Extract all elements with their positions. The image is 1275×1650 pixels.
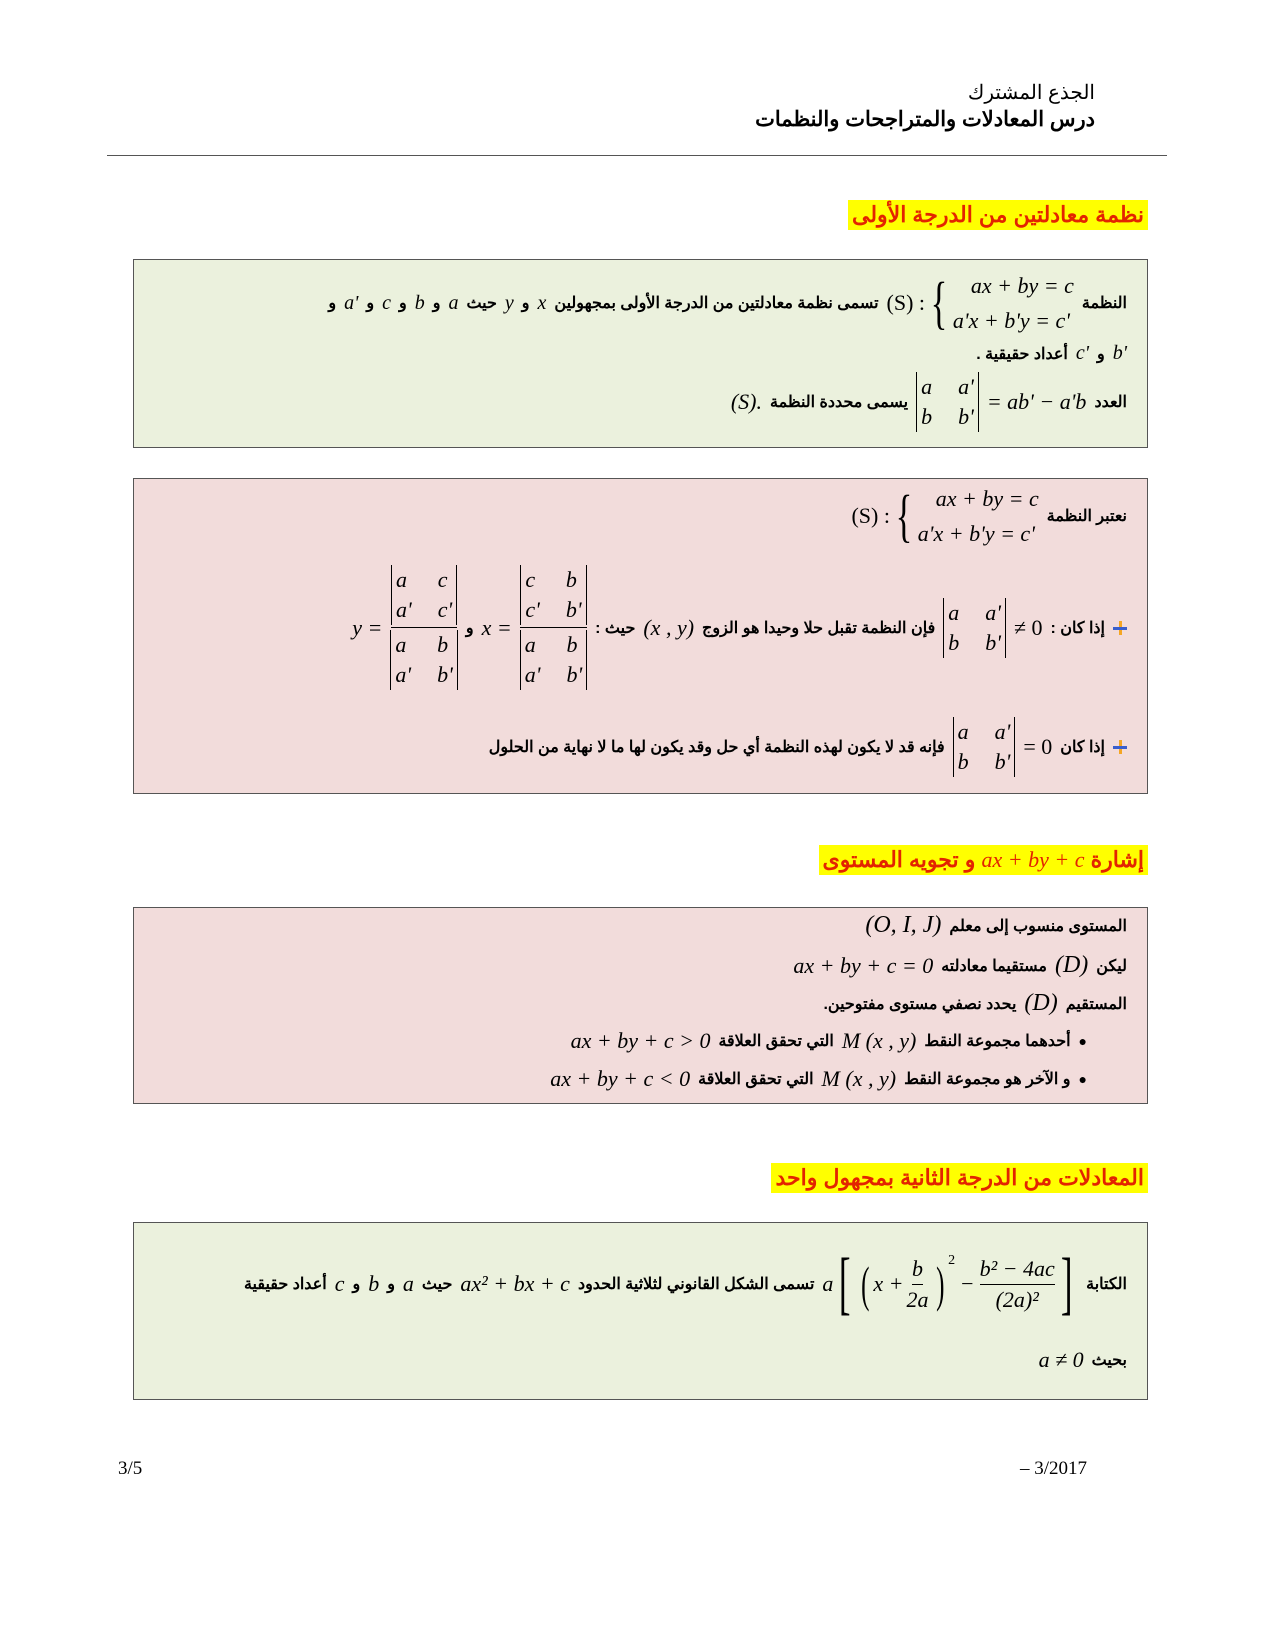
- determinant-line: العدد = ab' − a'b a a' b b' يسمى محددة النظمة (S).: [731, 372, 1127, 432]
- bullet-arrow-icon: [1113, 740, 1127, 754]
- cramer-y-formula: a c a' c' a b a' b': [390, 565, 457, 690]
- half-plane-negative: ● و الآخر هو مجموعة النقط M (x , y) التي تحقق العلاقة ax + by + c < 0: [550, 1066, 1087, 1091]
- definition-box-system: [133, 259, 1148, 448]
- section-title-quadratic: المعادلات من الدرجة الثانية بمجهول واحد: [771, 1163, 1148, 1193]
- system-equations: (S) : { ax + by = c a'x + b'y = c': [886, 270, 1074, 336]
- nonzero-condition-line: بحيث a ≠ 0: [1038, 1347, 1127, 1372]
- frame-line: المستوى منسوب إلى معلم (O, I, J): [865, 912, 1127, 938]
- header-level: الجذع المشترك: [967, 82, 1095, 104]
- header-divider: [107, 155, 1167, 156]
- line-equation-line: ليكن (D) مستقيما معادلته ax + by + c = 0: [793, 952, 1127, 978]
- no-unique-solution-line: إذا كان = 0 a a' b b' فإنه قد لا يكون لهذه النظمة أي حل وقد يكون لها ما لا نهاية من الحلول: [489, 717, 1127, 777]
- half-plane-box: [133, 907, 1148, 1104]
- half-plane-positive: ● أحدهما مجموعة النقط M (x , y) التي تحقق العلاقة ax + by + c > 0: [570, 1028, 1087, 1053]
- bullet-arrow-icon: [1113, 621, 1127, 635]
- half-planes-line: المستقيم (D) يحدد نصفي مستوى مفتوحين.: [823, 990, 1127, 1016]
- system-definition-line: النظمة (S) : { ax + by = c a'x + b'y = c' تسمى نظمة معادلتين من الدرجة الأولى بمجهولين x و y حيث a و b و c و a' و: [328, 268, 1127, 338]
- canonical-form-box: [133, 1222, 1148, 1400]
- coefficients-line: b' و c' أعداد حقيقية .: [976, 342, 1127, 364]
- footer-date: – 3/2017: [1020, 1458, 1088, 1479]
- consider-system-line: نعتبر النظمة (S) : { ax + by = c a'x + b'y = c': [851, 483, 1127, 549]
- page-header: [755, 80, 1095, 132]
- canonical-form-line: الكتابة a [ ( x + $\frac{b}{2a}$ ) 2 − $\frac{\text{b² − 4ac}}{\text{(2a)²}}$ ] تسمى الشكل القانوني لثلاثية الحدود ax² + bx + c حيث a و b و c أعداد حقيقية: [243, 1245, 1127, 1322]
- theorem-box-cramer: [133, 478, 1148, 794]
- cramer-x-formula: c b c' b' a b a' b': [520, 565, 587, 690]
- unique-solution-line: إذا كان : ≠ 0 a a' b b' فإن النظمة تقبل حلا وحيدا هو الزوج (x , y) حيث : c b c' b' a b a' b' x = و a c a' c' a b a' b' y =: [352, 565, 1127, 690]
- section-title-sign: إشارة ax + by + c و تجويه المستوى: [819, 845, 1149, 875]
- header-lesson-title: درس المعادلات والمتراجحات والنظمات: [755, 108, 1095, 131]
- page-number: 3/5: [118, 1458, 143, 1479]
- system-determinant: a a' b b': [916, 372, 979, 432]
- section-title-linear-systems: نظمة معادلتين من الدرجة الأولى: [848, 200, 1148, 230]
- canonical-form-expression: a [ ( x + $\frac{b}{2a}$ ) 2 − $\frac{\text{b² − 4ac}}{\text{(2a)²}}$ ]: [822, 1245, 1073, 1322]
